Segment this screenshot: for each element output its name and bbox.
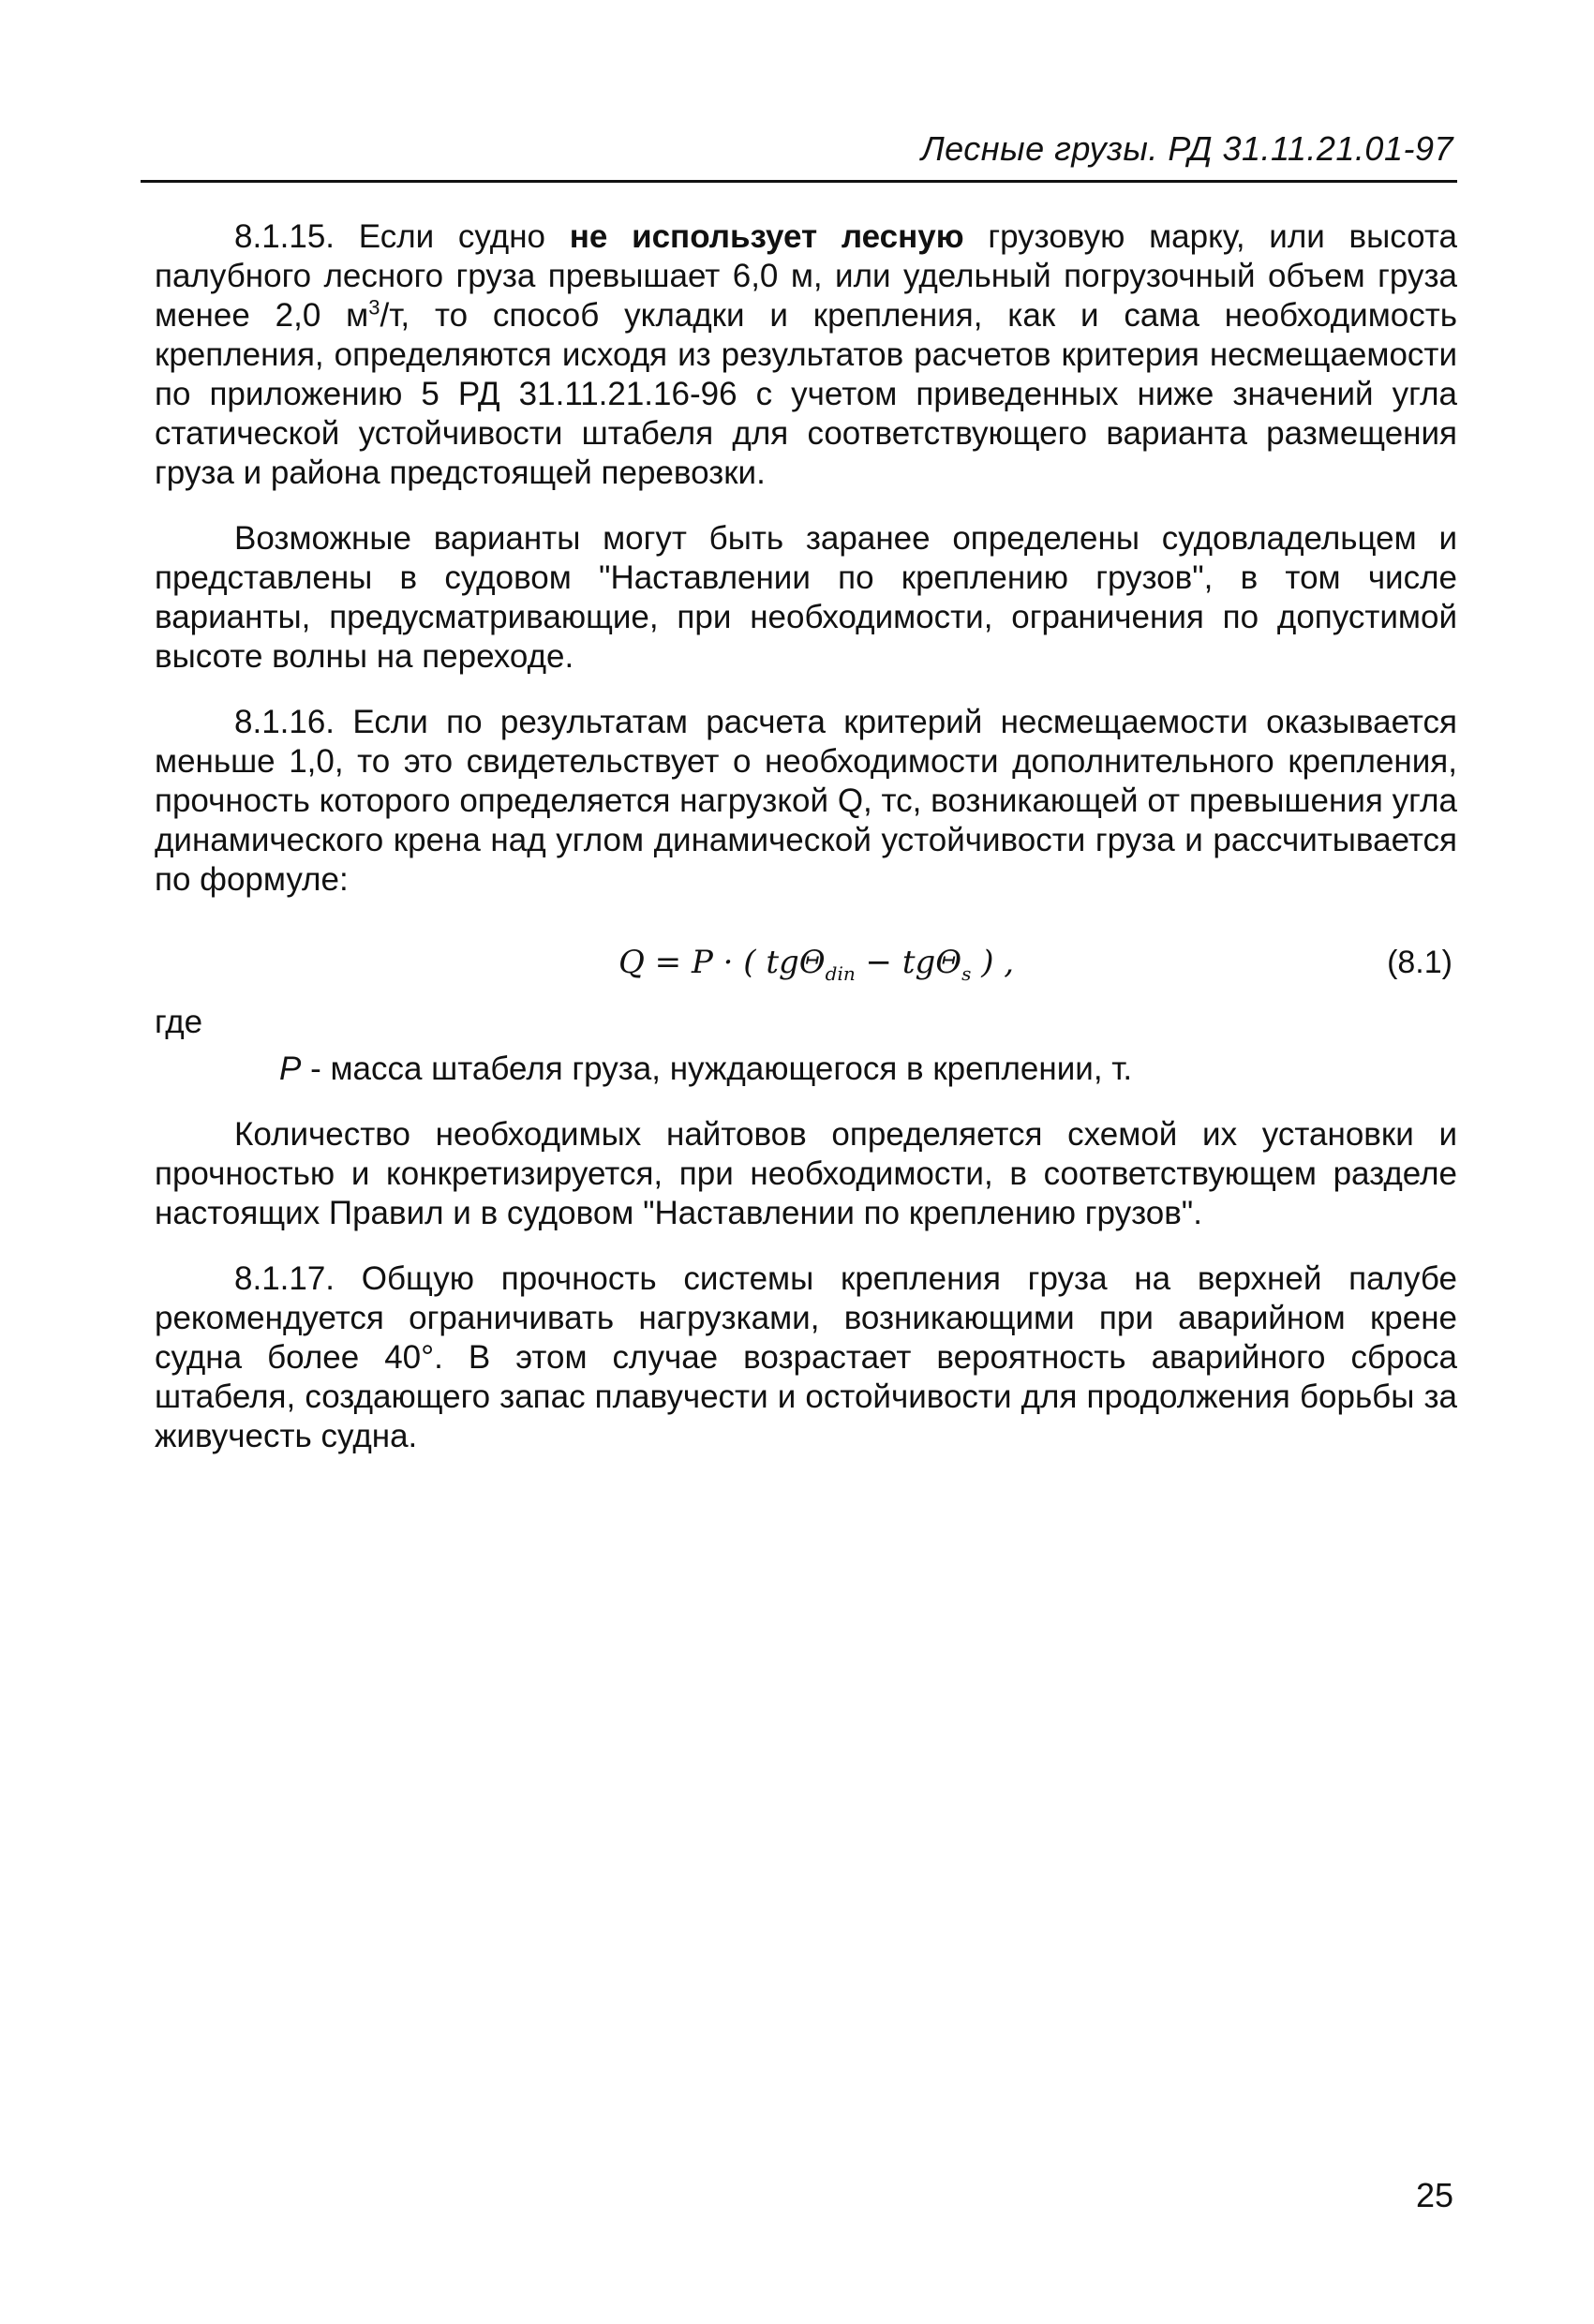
running-header: Лесные грузы. РД 31.11.21.01-97 xyxy=(920,129,1453,168)
paragraph-variants: Возможные варианты могут быть заранее определены судовладельцем и представлены в судовом "Наставлении по креплению грузов", в том числе варианты, предусматривающие, при необходимости, ограничения по допустимой высоте волны на переходе. xyxy=(155,520,1457,675)
paragraph-8-1-15 xyxy=(155,217,1457,493)
bold-emphasis: не использует лесную xyxy=(569,218,964,255)
formula-subscript: din xyxy=(825,961,856,985)
formula-part: − tgΘ xyxy=(855,944,962,981)
paragraph-8-1-17: 8.1.17. Общую прочность системы крепления груза на верхней палубе рекомендуется ограничивать нагрузками, возникающими при аварийном крене судна более 40°. В этом случае возрастает вероятность аварийного сброса штабеля, создающего запас плавучести и остойчивости для продолжения борьбы за живучесть судна. xyxy=(155,1260,1457,1454)
document-body xyxy=(155,217,1457,1456)
page-number: 25 xyxy=(1415,2176,1453,2214)
paragraph-text: грузовую марку, или высота палубного лесного груза превышает 6,0 м, или удельный погрузочный объем груза менее 2,0 м xyxy=(155,218,1457,334)
formula-number: (8.1) xyxy=(1387,945,1452,980)
definition-text: - масса штабеля груза, нуждающегося в креплении, т. xyxy=(301,1050,1133,1087)
formula-8-1 xyxy=(618,943,1014,993)
paragraph-text: 8.1.15. Если судно xyxy=(234,218,570,255)
header-rule xyxy=(141,180,1457,183)
formula-part: Q = P · ( tgΘ xyxy=(618,944,826,981)
paragraph-8-1-16: 8.1.16. Если по результатам расчета критерий несмещаемости оказывается меньше 1,0, то это свидетельствует о необходимости дополнительного крепления, прочность которого определяется нагрузкой Q, тс, возникающей от превышения угла динамического крена над углом динамической устойчивости груза и рассчитывается по формуле: xyxy=(155,704,1457,898)
formula-part: ) , xyxy=(971,944,1015,981)
paragraph-lashings: Количество необходимых найтовов определяется схемой их установки и прочностью и конкретизируется, при необходимости, в соответствующем разделе настоящих Правил и в судовом "Наставлении по креплению грузов". xyxy=(155,1116,1457,1231)
variable-symbol: P xyxy=(279,1050,302,1087)
paragraph-text: /т, то способ укладки и крепления, как и сама необходимость крепления, определяются исходя из результатов расчетов критерия несмещаемости по приложению 5 РД 31.11.21.16-96 с учетом приведенных ниже значений угла статической устойчивости штабеля для соответствующего варианта размещения груза и района предстоящей перевозки. xyxy=(155,297,1458,491)
variable-definition xyxy=(279,1050,1457,1089)
formula-row xyxy=(155,933,1457,999)
superscript: 3 xyxy=(368,295,380,320)
where-label: где xyxy=(155,1004,203,1040)
formula-subscript: s xyxy=(961,961,972,985)
